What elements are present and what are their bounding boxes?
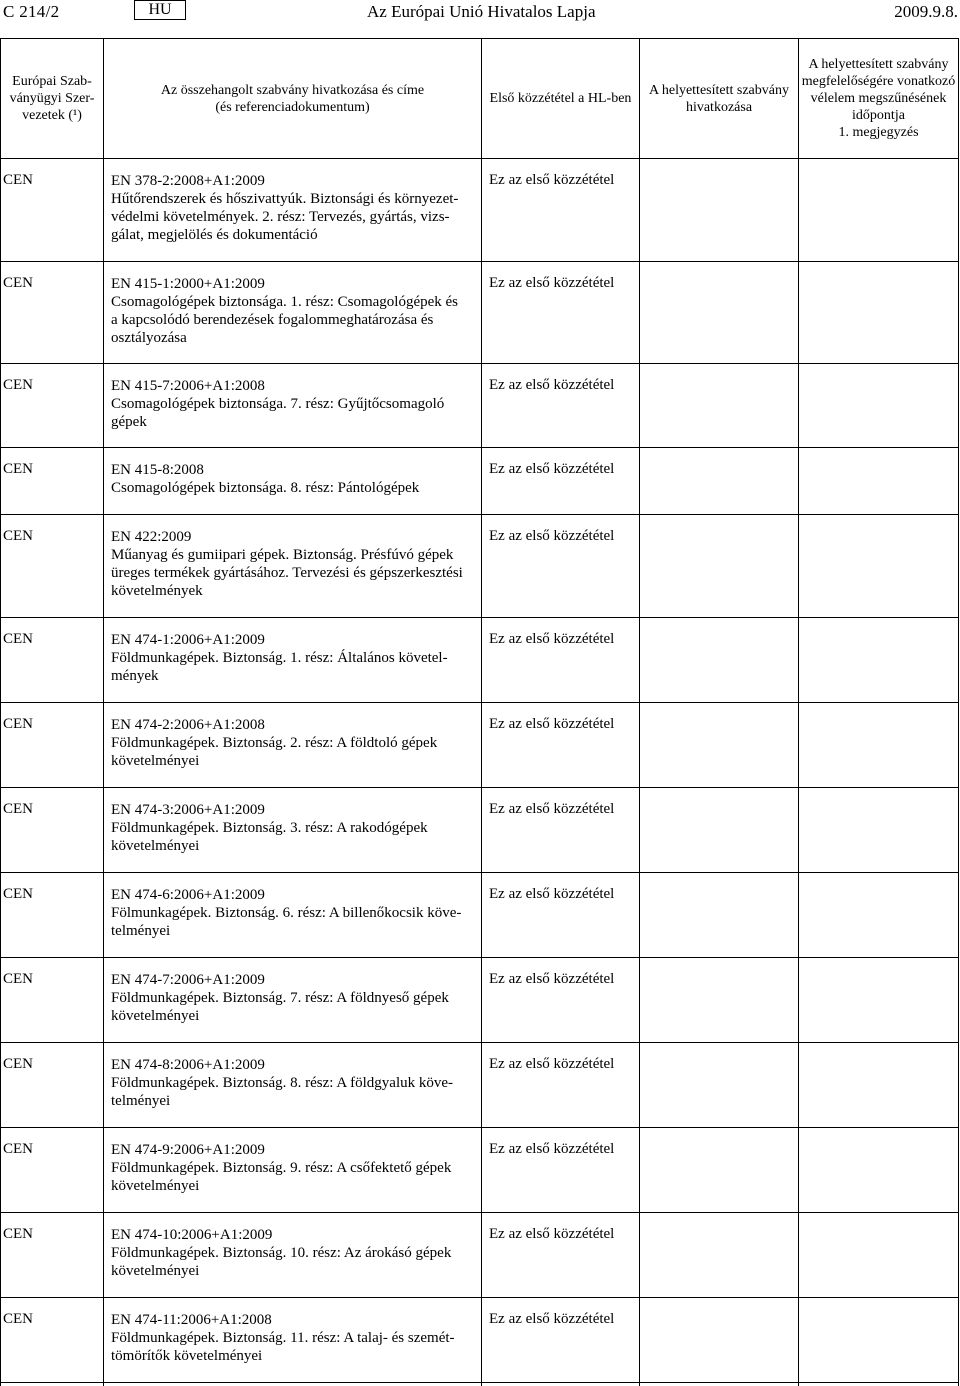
standard-title: Fölmunkagépek. Biztonság. 6. rész: A billenőkocsik köve- telményei: [111, 905, 462, 939]
organization-cell: CEN: [3, 275, 33, 291]
standard-title: Műanyag és gumiipari gépek. Biztonság. Présfúvó gépek üreges termékek gyártásához. Tervezési és gépszerkesztési követelmények: [111, 547, 463, 599]
table-header: [1, 39, 958, 159]
standard-cell: [111, 801, 473, 855]
column-header-superseded-standard: A helyettesített szabvány hivatkozása: [649, 82, 789, 115]
table-row: [1, 262, 958, 364]
column-header-first-publication: Első közzététel a HL-ben: [489, 91, 632, 106]
standard-cell: [111, 1141, 473, 1195]
first-publication-cell: Ez az első közzététel: [489, 528, 615, 544]
first-publication-cell: Ez az első közzététel: [489, 275, 615, 291]
standard-reference: EN 474-7:2006+A1:2009: [111, 972, 265, 988]
standard-cell: [111, 275, 473, 347]
organization-cell: CEN: [3, 801, 33, 817]
standard-title: Földmunkagépek. Biztonság. 2. rész: A földtoló gépek követelményei: [111, 735, 438, 769]
organization-cell: CEN: [3, 1226, 33, 1242]
column-header-organization: Európai Szab- ványügyi Szer- vezetek (¹): [9, 74, 95, 123]
column-header-standard: Az összehangolt szabvány hivatkozása és címe (és referenciadokumentum): [160, 82, 425, 115]
standard-title: Földmunkagépek. Biztonság. 9. rész: A csőfektető gépek követelményei: [111, 1160, 452, 1194]
first-publication-cell: Ez az első közzététel: [489, 172, 615, 188]
first-publication-cell: Ez az első közzététel: [489, 1311, 615, 1327]
organization-cell: CEN: [3, 971, 33, 987]
organization-cell: CEN: [3, 1141, 33, 1157]
first-publication-cell: Ez az első közzététel: [489, 631, 615, 647]
standards-table: [0, 38, 959, 1386]
table-row: [1, 159, 958, 262]
first-publication-cell: Ez az első közzététel: [489, 801, 615, 817]
standard-cell: [111, 172, 473, 244]
standard-title: Csomagológépek biztonsága. 7. rész: Gyűjtőcsomagoló gépek: [111, 396, 445, 430]
standard-reference: EN 378-2:2008+A1:2009: [111, 173, 265, 189]
standard-reference: EN 415-1:2000+A1:2009: [111, 276, 265, 292]
standard-title: Földmunkagépek. Biztonság. 11. rész: A talaj- és szemét- tömörítők követelményei: [111, 1330, 455, 1364]
standard-cell: [111, 1056, 473, 1110]
table-row: [1, 1043, 958, 1128]
standard-title: Földmunkagépek. Biztonság. 3. rész: A rakodógépek követelményei: [111, 820, 428, 854]
table-row: [1, 703, 958, 788]
standard-cell: [111, 716, 473, 770]
first-publication-cell: Ez az első közzététel: [489, 1226, 615, 1242]
standard-cell: [111, 528, 473, 600]
table-row: [1, 448, 958, 515]
standard-reference: EN 474-2:2006+A1:2008: [111, 717, 265, 733]
standard-title: Földmunkagépek. Biztonság. 8. rész: A földgyaluk köve- telményei: [111, 1075, 454, 1109]
table-row: [1, 1298, 958, 1383]
first-publication-cell: Ez az első közzététel: [489, 1056, 615, 1072]
table-row: [1, 958, 958, 1043]
standard-reference: EN 415-7:2006+A1:2008: [111, 378, 265, 394]
standard-title: Földmunkagépek. Biztonság. 10. rész: Az árokásó gépek követelményei: [111, 1245, 452, 1279]
table-row: [1, 1213, 958, 1298]
standard-title: Csomagológépek biztonsága. 1. rész: Csomagológépek és a kapcsolódó berendezések fogalommeghatározása és osztályozása: [111, 294, 459, 346]
table-row: [1, 515, 958, 618]
table-row: [1, 788, 958, 873]
table-row: [1, 364, 958, 448]
standard-cell: [111, 377, 473, 431]
standard-title: Hűtőrendszerek és hőszivattyúk. Biztonsági és környezet- védelmi követelmények. 2. rész: Tervezés, gyártás, vizs- gálat, megjelölés és dokumentáció: [111, 191, 459, 243]
first-publication-cell: Ez az első közzététel: [489, 716, 615, 732]
standard-title: Földmunkagépek. Biztonság. 1. rész: Általános követel- mények: [111, 650, 448, 684]
journal-title: Az Európai Unió Hivatalos Lapja: [367, 2, 596, 21]
standard-cell: [111, 1226, 473, 1280]
standard-reference: EN 422:2009: [111, 529, 192, 545]
standard-title: Csomagológépek biztonsága. 8. rész: Pántológépek: [111, 480, 420, 496]
standard-cell: [111, 886, 473, 940]
standard-cell: [111, 971, 473, 1025]
standard-cell: [111, 461, 473, 497]
standard-reference: EN 474-1:2006+A1:2009: [111, 632, 265, 648]
organization-cell: CEN: [3, 631, 33, 647]
first-publication-cell: Ez az első közzététel: [489, 377, 615, 393]
organization-cell: CEN: [3, 528, 33, 544]
standard-cell: [111, 1311, 473, 1365]
organization-cell: CEN: [3, 1311, 33, 1327]
standard-reference: EN 474-3:2006+A1:2009: [111, 802, 265, 818]
first-publication-cell: Ez az első közzététel: [489, 886, 615, 902]
page-header: [0, 0, 960, 26]
first-publication-cell: Ez az első közzététel: [489, 971, 615, 987]
table-row: [1, 618, 958, 703]
table-row: [1, 873, 958, 958]
organization-cell: CEN: [3, 172, 33, 188]
organization-cell: CEN: [3, 377, 33, 393]
standard-reference: EN 415-8:2008: [111, 462, 204, 478]
column-header-cessation-date: A helyettesített szabvány megfelelőségére vonatkozó vélelem megszűnésének időpontja 1. megjegyzés: [801, 57, 956, 140]
table-row: [1, 1128, 958, 1213]
standard-reference: EN 474-10:2006+A1:2009: [111, 1227, 273, 1243]
organization-cell: CEN: [3, 1056, 33, 1072]
standard-title: Földmunkagépek. Biztonság. 7. rész: A földnyeső gépek követelményei: [111, 990, 449, 1024]
standard-reference: EN 474-6:2006+A1:2009: [111, 887, 265, 903]
first-publication-cell: Ez az első közzététel: [489, 461, 615, 477]
first-publication-cell: Ez az első közzététel: [489, 1141, 615, 1157]
issue-date: 2009.9.8.: [894, 2, 958, 21]
organization-cell: CEN: [3, 886, 33, 902]
standard-cell: [111, 631, 473, 685]
standard-reference: EN 474-11:2006+A1:2008: [111, 1312, 272, 1328]
standard-reference: EN 474-8:2006+A1:2009: [111, 1057, 265, 1073]
organization-cell: CEN: [3, 461, 33, 477]
language-badge: HU: [134, 0, 186, 20]
page-reference: C 214/2: [3, 2, 60, 21]
standard-reference: EN 474-9:2006+A1:2009: [111, 1142, 265, 1158]
organization-cell: CEN: [3, 716, 33, 732]
